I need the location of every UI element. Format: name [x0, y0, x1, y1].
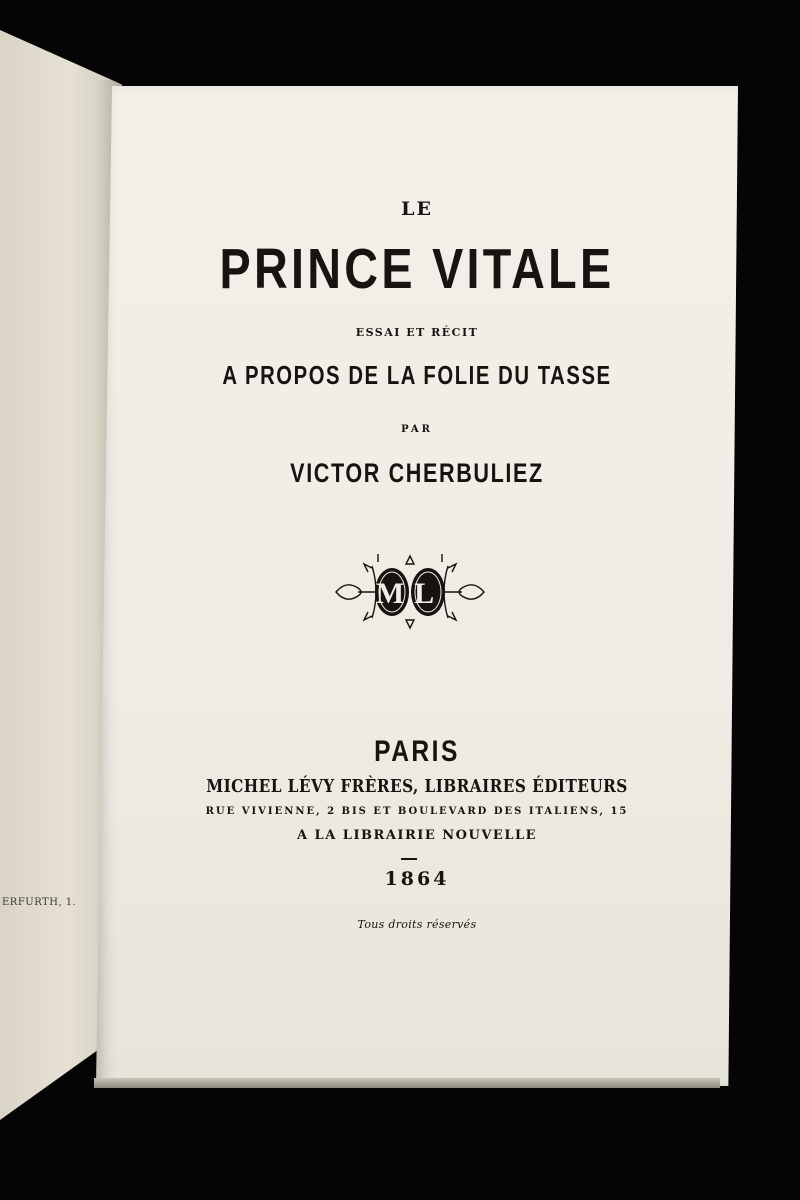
publisher-address: RUE VIVIENNE, 2 BIS ET BOULEVARD DES ITALIENS, 15 [205, 806, 629, 817]
publisher-name: MICHEL LÉVY FRÈRES, LIBRAIRES ÉDITEURS [206, 776, 628, 797]
facing-page-printer-text: ERFURTH, 1. [2, 897, 77, 908]
divider-rule [401, 858, 417, 860]
publication-city: PARIS [374, 735, 460, 768]
book-subtitle-line2: A PROPOS DE LA FOLIE DU TASSE [222, 360, 612, 390]
monogram-letters: ML [375, 577, 445, 610]
publisher-monogram-icon [332, 552, 488, 632]
by-line: PAR [401, 424, 433, 435]
bookshop-name: A LA LIBRAIRIE NOUVELLE [296, 828, 538, 843]
publication-year: 1864 [384, 868, 450, 890]
book-subtitle: ESSAI ET RÉCIT [355, 326, 479, 339]
rights-notice: Tous droits réservés [357, 918, 477, 931]
book-title: PRINCE VITALE [219, 237, 615, 301]
author-name: VICTOR CHERBULIEZ [290, 458, 544, 488]
page-edge [94, 1078, 720, 1088]
title-article: LE [401, 198, 433, 220]
